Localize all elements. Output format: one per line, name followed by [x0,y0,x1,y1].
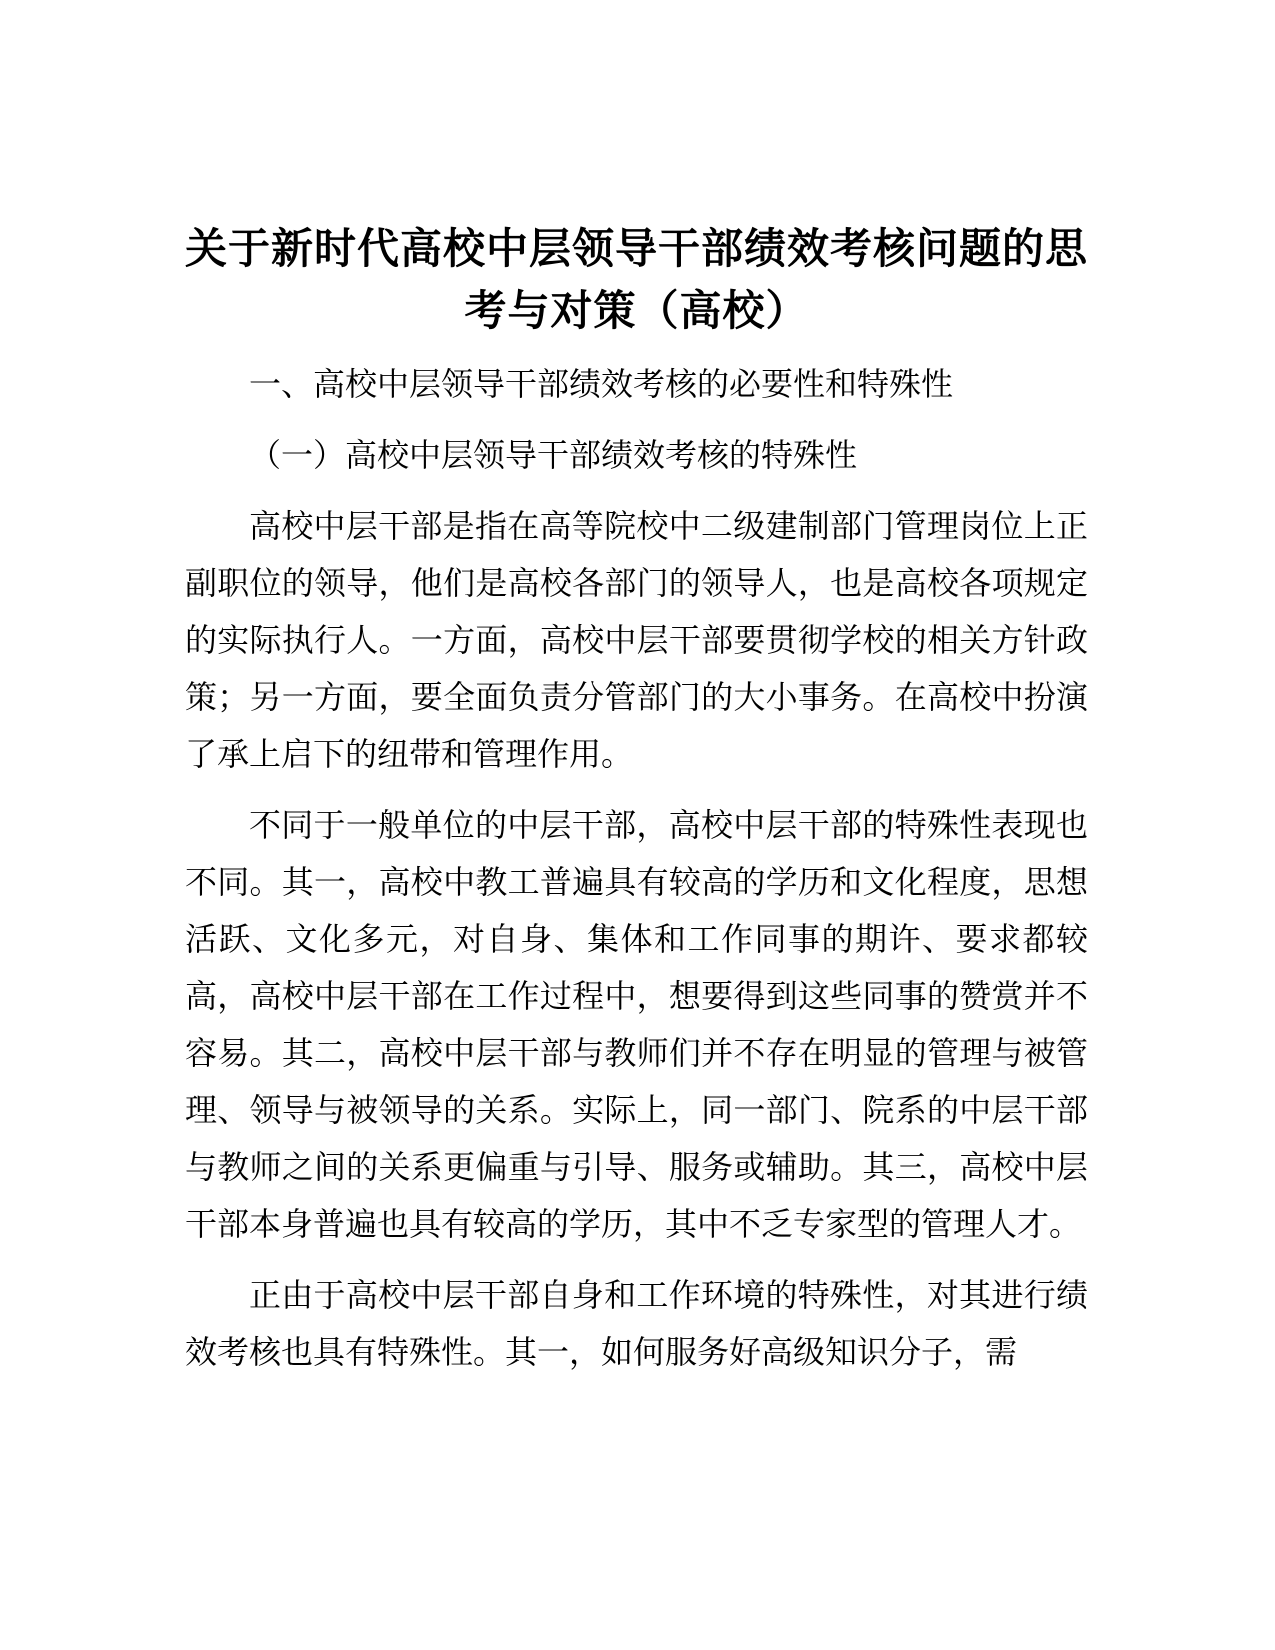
section-heading-1: 一、高校中层领导干部绩效考核的必要性和特殊性 [249,366,954,402]
subsection-heading-1-1: （一）高校中层领导干部绩效考核的特殊性 [249,437,858,473]
body-paragraph-3: 正由于高校中层干部自身和工作环境的特殊性，对其进行绩效考核也具有特殊性。其一，如何服务好高级知识分子，需 [185,1277,1088,1370]
body-paragraph-2: 不同于一般单位的中层干部，高校中层干部的特殊性表现也不同。其一，高校中教工普遍具有较高的学历和文化程度，思想活跃、文化多元，对自身、集体和工作同事的期许、要求都较高，高校中层干部在工作过程中，想要得到这些同事的赞赏并不容易。其二，高校中层干部与教师们并不存在明显的管理与被管理、领导与被领导的关系。实际上，同一部门、院系的中层干部与教师之间的关系更偏重与引导、服务或辅助。其三，高校中层干部本身普遍也具有较高的学历，其中不乏专家型的管理人才。 [185,807,1088,1242]
body-paragraph-1: 高校中层干部是指在高等院校中二级建制部门管理岗位上正副职位的领导，他们是高校各部门的领导人，也是高校各项规定的实际执行人。一方面，高校中层干部要贯彻学校的相关方针政策；另一方面，要全面负责分管部门的大小事务。在高校中扮演了承上启下的纽带和管理作用。 [185,508,1088,772]
document-title: 关于新时代高校中层领导干部绩效考核问题的思考与对策（高校） [185,225,1089,334]
